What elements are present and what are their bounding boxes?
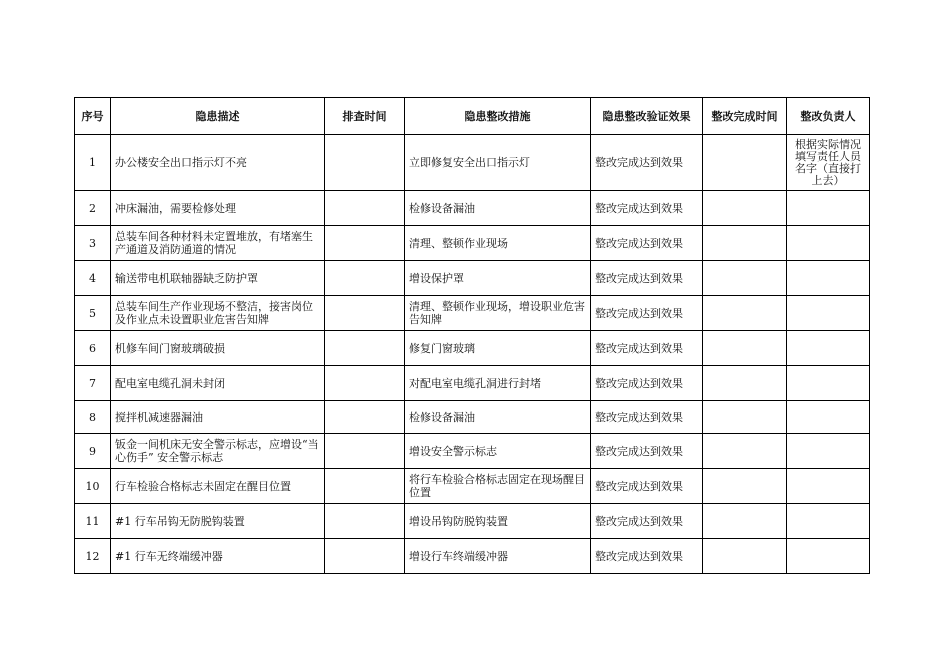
cell-no: 8 (75, 401, 111, 434)
cell-description: 机修车间门窗玻璃破损 (111, 331, 325, 366)
cell-no: 5 (75, 296, 111, 331)
cell-verify: 整改完成达到效果 (591, 331, 703, 366)
cell-measure: 检修设备漏油 (405, 191, 591, 226)
cell-no: 2 (75, 191, 111, 226)
cell-verify: 整改完成达到效果 (591, 469, 703, 504)
cell-description: 钣金一间机床无安全警示标志，应增设“当心伤手” 安全警示标志 (111, 434, 325, 469)
cell-no: 9 (75, 434, 111, 469)
cell-verify: 整改完成达到效果 (591, 226, 703, 261)
cell-measure: 增设吊钩防脱钩装置 (405, 504, 591, 539)
cell-person (787, 504, 870, 539)
cell-measure: 增设行车终端缓冲器 (405, 539, 591, 574)
cell-verify: 整改完成达到效果 (591, 261, 703, 296)
table-row (75, 469, 870, 504)
cell-person (787, 434, 870, 469)
cell-description: #1 行车无终端缓冲器 (111, 539, 325, 574)
cell-check-time (325, 331, 405, 366)
table-row (75, 331, 870, 366)
cell-no: 7 (75, 366, 111, 401)
table-row (75, 434, 870, 469)
table-row (75, 504, 870, 539)
cell-check-time (325, 366, 405, 401)
cell-check-time (325, 191, 405, 226)
header-measure: 隐患整改措施 (405, 98, 591, 135)
cell-person (787, 191, 870, 226)
cell-verify: 整改完成达到效果 (591, 191, 703, 226)
table-row (75, 296, 870, 331)
cell-verify: 整改完成达到效果 (591, 135, 703, 191)
cell-no: 1 (75, 135, 111, 191)
cell-no: 6 (75, 331, 111, 366)
cell-person (787, 296, 870, 331)
cell-done-time (703, 401, 787, 434)
cell-check-time (325, 226, 405, 261)
table-header-row (75, 98, 870, 135)
cell-measure: 立即修复安全出口指示灯 (405, 135, 591, 191)
cell-done-time (703, 135, 787, 191)
cell-person (787, 469, 870, 504)
cell-verify: 整改完成达到效果 (591, 504, 703, 539)
table-row (75, 135, 870, 191)
cell-done-time (703, 469, 787, 504)
cell-measure: 清理、整顿作业现场 (405, 226, 591, 261)
header-check-time: 排查时间 (325, 98, 405, 135)
header-description: 隐患描述 (111, 98, 325, 135)
cell-person (787, 331, 870, 366)
cell-no: 3 (75, 226, 111, 261)
cell-verify: 整改完成达到效果 (591, 401, 703, 434)
cell-check-time (325, 434, 405, 469)
cell-check-time (325, 539, 405, 574)
cell-description: 办公楼安全出口指示灯不亮 (111, 135, 325, 191)
cell-done-time (703, 261, 787, 296)
cell-verify: 整改完成达到效果 (591, 296, 703, 331)
cell-person (787, 261, 870, 296)
table-row (75, 401, 870, 434)
cell-person (787, 366, 870, 401)
header-verify: 隐患整改验证效果 (591, 98, 703, 135)
cell-description: 总装车间各种材料未定置堆放，有堵塞生产通道及消防通道的情况 (111, 226, 325, 261)
cell-no: 10 (75, 469, 111, 504)
cell-description: 总装车间生产作业现场不整洁，接害岗位及作业点未设置职业危害告知牌 (111, 296, 325, 331)
cell-measure: 增设安全警示标志 (405, 434, 591, 469)
cell-done-time (703, 226, 787, 261)
cell-done-time (703, 191, 787, 226)
cell-done-time (703, 539, 787, 574)
cell-measure: 增设保护罩 (405, 261, 591, 296)
table-row (75, 539, 870, 574)
cell-person (787, 401, 870, 434)
cell-description: 冲床漏油，需要检修处理 (111, 191, 325, 226)
header-person: 整改负责人 (787, 98, 870, 135)
cell-person: 根据实际情况填写责任人员名字（直接打上去） (787, 135, 870, 191)
cell-person (787, 539, 870, 574)
cell-person (787, 226, 870, 261)
cell-verify: 整改完成达到效果 (591, 539, 703, 574)
cell-done-time (703, 434, 787, 469)
cell-check-time (325, 469, 405, 504)
cell-verify: 整改完成达到效果 (591, 366, 703, 401)
cell-measure: 将行车检验合格标志固定在现场醒目位置 (405, 469, 591, 504)
cell-done-time (703, 366, 787, 401)
cell-no: 4 (75, 261, 111, 296)
cell-measure: 检修设备漏油 (405, 401, 591, 434)
cell-check-time (325, 504, 405, 539)
header-no: 序号 (75, 98, 111, 135)
table-row (75, 261, 870, 296)
cell-description: 行车检验合格标志未固定在醒目位置 (111, 469, 325, 504)
header-done-time: 整改完成时间 (703, 98, 787, 135)
cell-check-time (325, 261, 405, 296)
cell-done-time (703, 296, 787, 331)
cell-description: 搅拌机减速器漏油 (111, 401, 325, 434)
cell-no: 11 (75, 504, 111, 539)
cell-measure: 对配电室电缆孔洞进行封堵 (405, 366, 591, 401)
cell-verify: 整改完成达到效果 (591, 434, 703, 469)
cell-check-time (325, 135, 405, 191)
cell-description: 输送带电机联轴器缺乏防护罩 (111, 261, 325, 296)
cell-description: #1 行车吊钩无防脱钩装置 (111, 504, 325, 539)
table-row (75, 191, 870, 226)
cell-done-time (703, 331, 787, 366)
cell-done-time (703, 504, 787, 539)
cell-check-time (325, 401, 405, 434)
table-row (75, 366, 870, 401)
cell-description: 配电室电缆孔洞未封闭 (111, 366, 325, 401)
cell-no: 12 (75, 539, 111, 574)
table-row (75, 226, 870, 261)
cell-check-time (325, 296, 405, 331)
hazard-rectification-table (74, 97, 870, 574)
cell-measure: 清理、整顿作业现场，增设职业危害告知牌 (405, 296, 591, 331)
cell-measure: 修复门窗玻璃 (405, 331, 591, 366)
